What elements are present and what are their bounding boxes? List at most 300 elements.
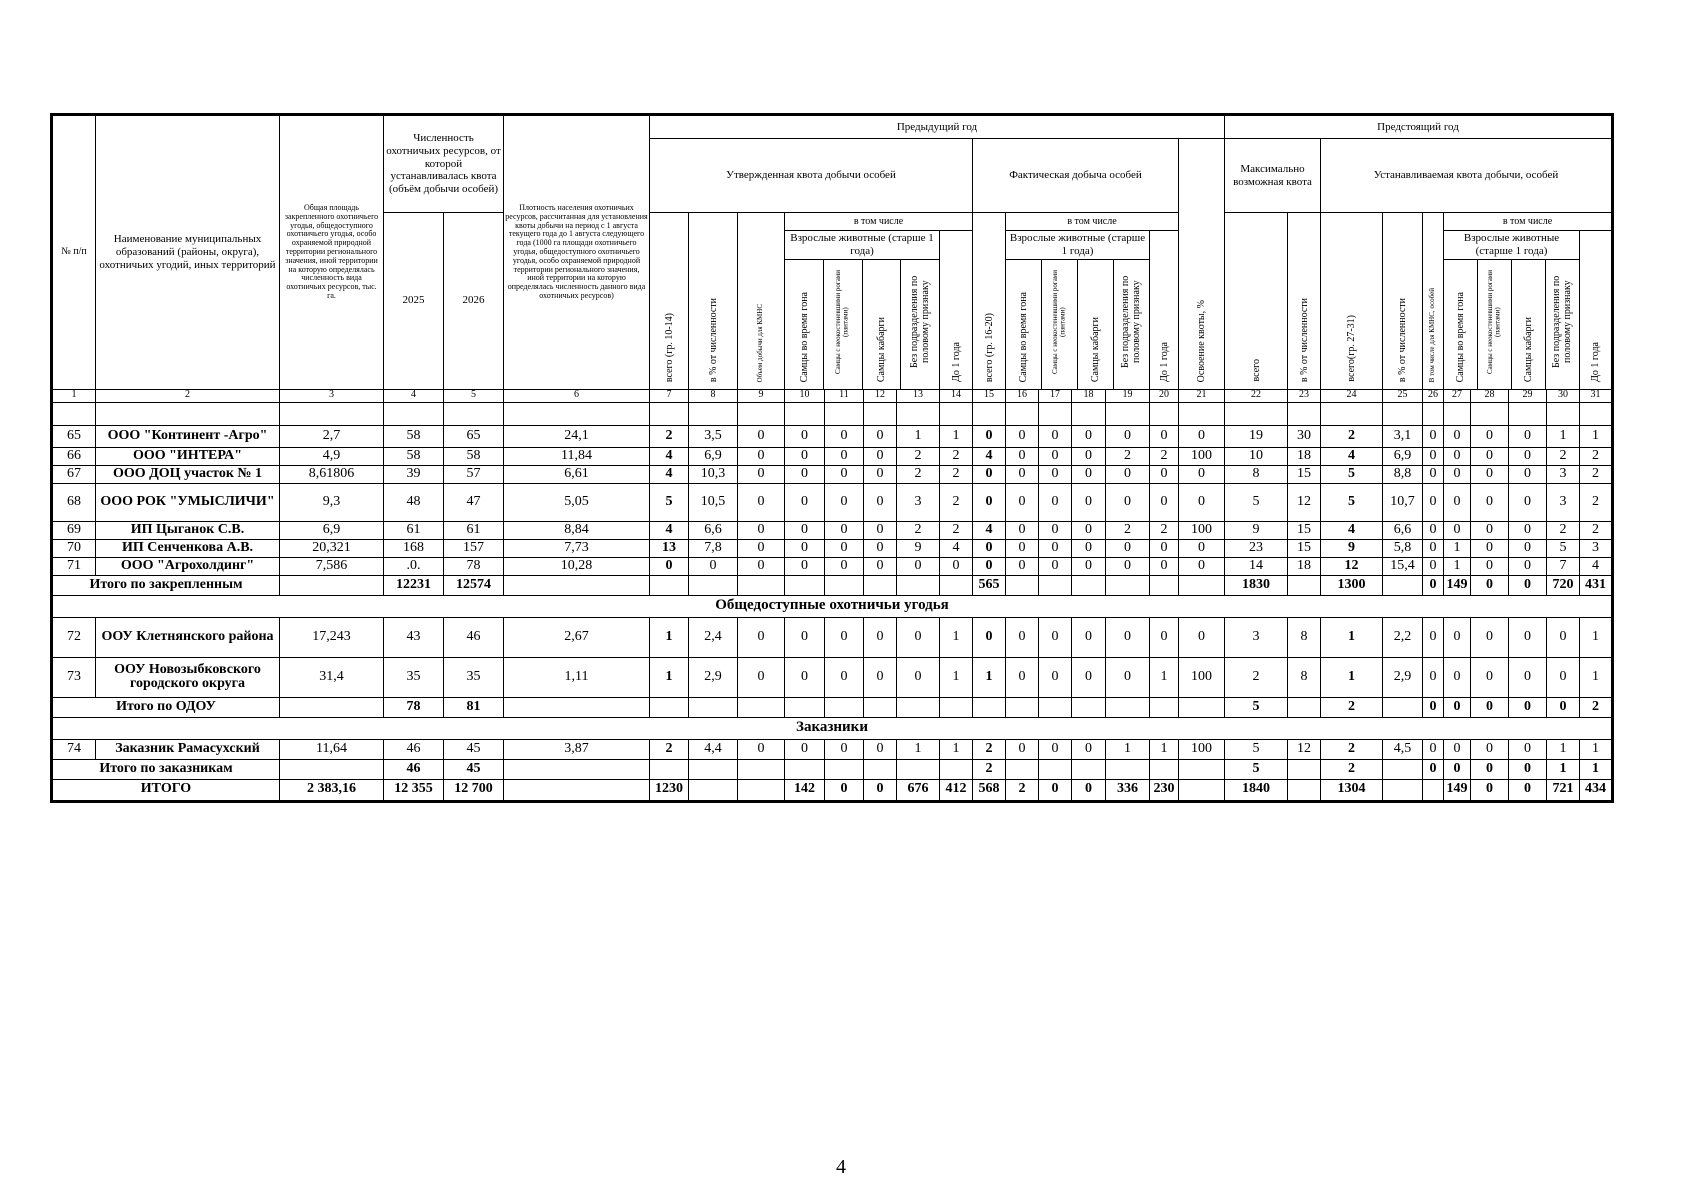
column-number: 14 [940,389,973,402]
row-cell: 0 [1106,539,1150,557]
header-col3: Общая площадь закрепленного охотничьего угодья, общедоступного охотничьего угодья, особо охраняемой природной территории регионального значения, иной территории на которую определялась численность вида охотничьих ресурсов, тыс. га. [280,115,384,390]
row-cell: 0 [1444,465,1471,483]
total-cell: 0 [1039,779,1072,801]
row-cell: 1 [1106,739,1150,759]
row-cell: 9,3 [280,483,384,521]
header-col6: Плотность населения охотничьих ресурсов, рассчитанная для установления квоты добычи на период с 1 августа текущего года до 1 августа следующего года (1000 га площади охотничьего угодья, общедоступного охотничьего угодья, особо охраняемой природной территории регионального значения, иной территории на которую определялась численность данного вида охотничьих ресурсов) [504,115,650,390]
total-cell: 0 [1072,779,1106,801]
column-number: 21 [1179,389,1225,402]
total-cell [825,759,864,779]
row-cell: 0 [1179,483,1225,521]
header-v18: Самцы кабарги [1078,260,1114,389]
row-cell: 0 [785,425,825,447]
row-cell: 0 [864,425,897,447]
column-number: 5 [444,389,504,402]
column-number: 17 [1039,389,1072,402]
column-number: 24 [1321,389,1383,402]
row-name: ООО РОК "УМЫСЛИЧИ" [96,483,280,521]
header-v17: Самцы с неокостеневшими рогами (пантами) [1042,260,1078,389]
row-cell: 2 [1106,447,1150,465]
row-cell: 0 [1006,539,1039,557]
row-cell: 61 [444,521,504,539]
table-row [52,521,1613,539]
table-row [52,557,1613,575]
header-v15: всего (гр. 16-20) [973,213,1006,390]
row-cell: 2 [650,425,689,447]
total-cell [1383,697,1423,717]
row-cell: 0 [1039,617,1072,657]
row-cell: 0 [738,521,785,539]
row-cell: 0 [738,483,785,521]
total-cell: 81 [444,697,504,717]
row-cell: 10,28 [504,557,650,575]
row-cell: 3 [1547,465,1580,483]
total-cell [1423,779,1444,801]
row-name: ИП Сенченкова А.В. [96,539,280,557]
row-cell: 4,5 [1383,739,1423,759]
row-name: ООО "Континент -Агро" [96,425,280,447]
header-v12: Самцы кабарги [862,260,901,389]
row-cell: 7,586 [280,557,384,575]
row-cell: 10,5 [689,483,738,521]
row-cell: 0 [1509,521,1547,539]
total-cell [1106,697,1150,717]
total-cell: 0 [1509,575,1547,595]
header-including-1: в том числе [785,213,973,231]
total-cell: 142 [785,779,825,801]
total-label: ИТОГО [52,779,280,801]
row-cell: 2 [897,465,940,483]
row-cell: 0 [1444,521,1471,539]
total-cell [689,759,738,779]
row-cell: 0 [864,447,897,465]
column-number: 1 [52,389,96,402]
row-cell: 5 [650,483,689,521]
total-cell [825,697,864,717]
total-cell [785,697,825,717]
row-cell: 0 [1471,739,1509,759]
row-cell: 0 [825,539,864,557]
table-row [52,425,1613,447]
total-cell: 78 [384,697,444,717]
total-cell [1383,759,1423,779]
row-cell: 2 [1225,657,1288,697]
row-cell: 20,321 [280,539,384,557]
total-cell [1179,779,1225,801]
total-cell: 1304 [1321,779,1383,801]
row-cell: 0 [825,739,864,759]
row-cell: 0 [825,447,864,465]
row-cell: 0 [1150,483,1179,521]
row-cell: 2,2 [1383,617,1423,657]
table-row [52,447,1613,465]
row-cell: 3 [1225,617,1288,657]
row-cell: 0 [1150,617,1179,657]
row-cell: 0 [973,617,1006,657]
total-cell [1039,759,1072,779]
row-cell: 0 [1509,739,1547,759]
total-cell [1039,575,1072,595]
empty-cell [825,402,864,425]
row-cell: 10 [1225,447,1288,465]
row-cell: 0 [973,539,1006,557]
row-cell: 2 [940,483,973,521]
total-cell: 45 [444,759,504,779]
row-cell: 58 [384,425,444,447]
header-v24: всего(гр. 27-31) [1321,213,1383,390]
row-cell: 48 [384,483,444,521]
row-cell: 0 [1547,657,1580,697]
row-cell: 0 [1423,521,1444,539]
empty-cell [1288,402,1321,425]
header-v23: в % от численности [1288,213,1321,390]
total-label: Итого по закрепленным [52,575,280,595]
row-cell: 4 [650,521,689,539]
row-cell: 1 [1580,657,1613,697]
row-cell: 78 [444,557,504,575]
row-cell: 0 [1106,657,1150,697]
total-cell [738,759,785,779]
column-number: 28 [1471,389,1509,402]
row-cell: 0 [1106,557,1150,575]
total-cell [897,759,940,779]
row-cell: 12 [1288,483,1321,521]
row-cell: 0 [1006,447,1039,465]
row-cell: 0 [1423,483,1444,521]
header-v7: всего (гр. 10-14) [650,213,689,390]
row-cell: 39 [384,465,444,483]
row-cell: 5 [1547,539,1580,557]
row-cell: 15 [1288,539,1321,557]
total-cell [650,575,689,595]
header-col5: 2026 [444,213,504,390]
row-cell: 0 [1150,539,1179,557]
row-cell: 0 [864,657,897,697]
row-cell: 0 [738,425,785,447]
row-cell: 2,67 [504,617,650,657]
row-cell: 1 [897,739,940,759]
total-cell: 1840 [1225,779,1288,801]
total-cell: 676 [897,779,940,801]
total-cell: 0 [864,779,897,801]
row-cell: 0 [1179,425,1225,447]
row-cell: 31,4 [280,657,384,697]
header-v31: До 1 года [1580,231,1613,390]
total-cell: 1 [1580,759,1613,779]
column-number: 8 [689,389,738,402]
total-cell: 434 [1580,779,1613,801]
header-v11: Самцы с неокостеневшими рогами (пантами) [824,260,863,389]
row-cell: 0 [738,617,785,657]
total-cell [785,575,825,595]
column-number: 18 [1072,389,1106,402]
row-cell: 69 [52,521,96,539]
row-cell: 0 [1039,465,1072,483]
row-cell: 0 [1509,557,1547,575]
row-cell: 4 [1321,521,1383,539]
total-cell: 0 [1444,697,1471,717]
row-cell: 18 [1288,447,1321,465]
column-number: 26 [1423,389,1444,402]
row-cell: 0 [785,465,825,483]
row-cell: 0 [1423,465,1444,483]
row-cell: 6,6 [1383,521,1423,539]
column-number: 16 [1006,389,1039,402]
row-cell: 0 [1179,465,1225,483]
total-cell: 721 [1547,779,1580,801]
row-cell: 8,61806 [280,465,384,483]
row-cell: 0 [1423,425,1444,447]
total-cell: 46 [384,759,444,779]
row-cell: 1 [1150,739,1179,759]
total-cell [650,697,689,717]
row-cell: 1 [897,425,940,447]
column-number: 6 [504,389,650,402]
column-number: 27 [1444,389,1471,402]
column-number: 3 [280,389,384,402]
row-cell: 47 [444,483,504,521]
header-v19: Без подразделения по половому признаку [1120,275,1143,369]
row-cell: 73 [52,657,96,697]
table-row [52,539,1613,557]
row-cell: 3 [897,483,940,521]
total-cell [1106,575,1150,595]
header-prev-year: Предыдущий год [650,115,1225,139]
total-cell: 568 [973,779,1006,801]
total-cell: 230 [1150,779,1179,801]
header-v26: В том числе для КМНС, особей [1423,213,1444,390]
row-cell: 17,243 [280,617,384,657]
row-cell: 0 [1006,657,1039,697]
empty-cell [1547,402,1580,425]
row-cell: 0 [973,425,1006,447]
row-cell: 0 [1150,425,1179,447]
row-cell: 1 [1321,617,1383,657]
row-cell: 0 [897,557,940,575]
row-cell: 18 [1288,557,1321,575]
row-cell: 8,8 [1383,465,1423,483]
row-cell: 6,6 [689,521,738,539]
header-adults-2: Взрослые животные (старше 1 года) Самцы во время гона Самцы с неокостеневшими рогами (пантами) Самцы кабарги Без подразделения по половому признаку [1006,231,1150,390]
row-cell: 0 [1471,447,1509,465]
total-cell [1288,759,1321,779]
row-cell: 0 [738,465,785,483]
row-cell: 8 [1225,465,1288,483]
row-cell: 30 [1288,425,1321,447]
row-cell: 0 [738,557,785,575]
row-cell: 1 [940,617,973,657]
header-next-year: Предстоящий год [1225,115,1613,139]
header-v8: в % от численности [689,213,738,390]
row-cell: 2 [1580,483,1613,521]
page-number: 4 [836,1156,846,1178]
row-cell: 0 [1444,425,1471,447]
row-cell: 9 [897,539,940,557]
row-cell: 0 [1072,521,1106,539]
column-number-row [52,389,1613,402]
total-cell: 0 [825,779,864,801]
row-cell: 0 [1423,539,1444,557]
row-cell: 0 [1039,539,1072,557]
row-cell: 5 [1225,739,1288,759]
total-cell: 336 [1106,779,1150,801]
empty-cell [280,402,384,425]
row-cell: 0 [1039,521,1072,539]
column-number: 30 [1547,389,1580,402]
row-cell: 46 [384,739,444,759]
row-cell: 0 [1423,447,1444,465]
header-v27: Самцы во время гона [1444,260,1478,389]
row-cell: 0 [1006,739,1039,759]
row-cell: 1 [1444,539,1471,557]
row-cell: 1 [1580,617,1613,657]
total-cell: 0 [1444,759,1471,779]
row-cell: 0 [1444,483,1471,521]
header-v22: всего [1225,213,1288,390]
row-cell: 0 [1106,465,1150,483]
row-cell: 0 [1072,739,1106,759]
row-cell: 58 [384,447,444,465]
empty-cell [1006,402,1039,425]
row-cell: 1 [1547,739,1580,759]
header-adults-3: Взрослые животные (старше 1 года) Самцы во время гона Самцы с неокостеневшими рогами (пантами) Самцы кабарги Без подразделения по половому признаку [1444,231,1580,390]
row-cell: 15 [1288,521,1321,539]
row-cell: 7 [1547,557,1580,575]
row-cell: 0 [1072,465,1106,483]
row-cell: 0 [825,425,864,447]
empty-cell [1383,402,1423,425]
column-number: 31 [1580,389,1613,402]
row-cell: 0 [973,465,1006,483]
row-cell: 2 [1580,447,1613,465]
total-cell [1179,759,1225,779]
total-cell: 720 [1547,575,1580,595]
empty-cell [504,402,650,425]
row-name: ООУ Клетнянского района [96,617,280,657]
total-cell [1006,697,1039,717]
row-cell: 4,4 [689,739,738,759]
row-cell: 5 [1225,483,1288,521]
row-cell: 0 [1471,483,1509,521]
row-cell: 3 [1547,483,1580,521]
empty-cell [1580,402,1613,425]
row-cell: 0 [1006,425,1039,447]
row-cell: 2 [897,447,940,465]
column-number: 2 [96,389,280,402]
header-v21: Освоение квоты, % [1179,139,1225,390]
row-cell: 0 [864,483,897,521]
row-name: ООО ДОЦ участок № 1 [96,465,280,483]
row-cell: 0 [1444,657,1471,697]
row-cell: 0 [738,739,785,759]
empty-cell [1072,402,1106,425]
total-cell: 412 [940,779,973,801]
row-cell: 1 [940,425,973,447]
row-cell: 0 [1509,465,1547,483]
header-including-2: в том числе [1006,213,1179,231]
total-cell: 0 [1423,575,1444,595]
total-cell [1106,759,1150,779]
total-cell [1383,575,1423,595]
row-cell: 24,1 [504,425,650,447]
row-cell: 0 [1423,739,1444,759]
total-cell [1072,759,1106,779]
row-cell: 0 [1444,739,1471,759]
row-cell: 11,64 [280,739,384,759]
row-cell: 0 [1509,657,1547,697]
row-cell: 2 [1580,521,1613,539]
empty-cell [650,402,689,425]
row-cell: 0 [1471,557,1509,575]
total-cell [973,697,1006,717]
row-cell: 71 [52,557,96,575]
total-cell: 2 [1006,779,1039,801]
empty-cell [1225,402,1288,425]
row-cell: 1 [973,657,1006,697]
row-cell: 0 [973,557,1006,575]
total-cell [897,697,940,717]
empty-cell [1444,402,1471,425]
row-cell: 35 [384,657,444,697]
column-number: 23 [1288,389,1321,402]
total-cell: 565 [973,575,1006,595]
row-cell: 0 [1039,425,1072,447]
row-cell: 100 [1179,657,1225,697]
row-cell: 70 [52,539,96,557]
row-cell: 46 [444,617,504,657]
empty-cell [973,402,1006,425]
total-cell [504,779,650,801]
total-cell [864,697,897,717]
row-cell: 3,5 [689,425,738,447]
row-cell: 1 [650,657,689,697]
header-v13: Без подразделения по половому признаку [909,275,931,369]
row-cell: 0 [738,539,785,557]
row-name: Заказник Рамасухский [96,739,280,759]
table-row [52,617,1613,657]
row-cell: 0 [1072,617,1106,657]
table-row [52,465,1613,483]
total-cell: 2 [1321,759,1383,779]
total-cell: 2 [1321,697,1383,717]
row-cell: 0 [1006,465,1039,483]
row-cell: 10,3 [689,465,738,483]
row-cell: 57 [444,465,504,483]
row-cell: 13 [650,539,689,557]
header-actual-harvest: Фактическая добыча особей [973,139,1179,213]
row-cell: 15,4 [1383,557,1423,575]
header-adults-1: Взрослые животные (старше 1 года) Самцы во время гона Самцы с неокостеневшими рогами (пантами) Самцы кабарги Без подразделения по половому признаку [785,231,940,390]
row-cell: 0 [1106,425,1150,447]
row-cell: 0 [1006,483,1039,521]
row-cell: 2 [1580,465,1613,483]
empty-cell [785,402,825,425]
row-cell: 4 [1321,447,1383,465]
row-cell: 0 [825,483,864,521]
total-cell: 1 [1547,759,1580,779]
row-cell: 23 [1225,539,1288,557]
row-cell: 5 [1321,465,1383,483]
total-cell: 0 [1471,779,1509,801]
row-cell: 0 [825,657,864,697]
row-cell: 7,8 [689,539,738,557]
row-cell: 4 [940,539,973,557]
row-cell: 0 [1179,617,1225,657]
total-cell: 1830 [1225,575,1288,595]
row-cell: 19 [1225,425,1288,447]
header-v25: в % от численности [1383,213,1423,390]
total-row [52,575,1613,595]
